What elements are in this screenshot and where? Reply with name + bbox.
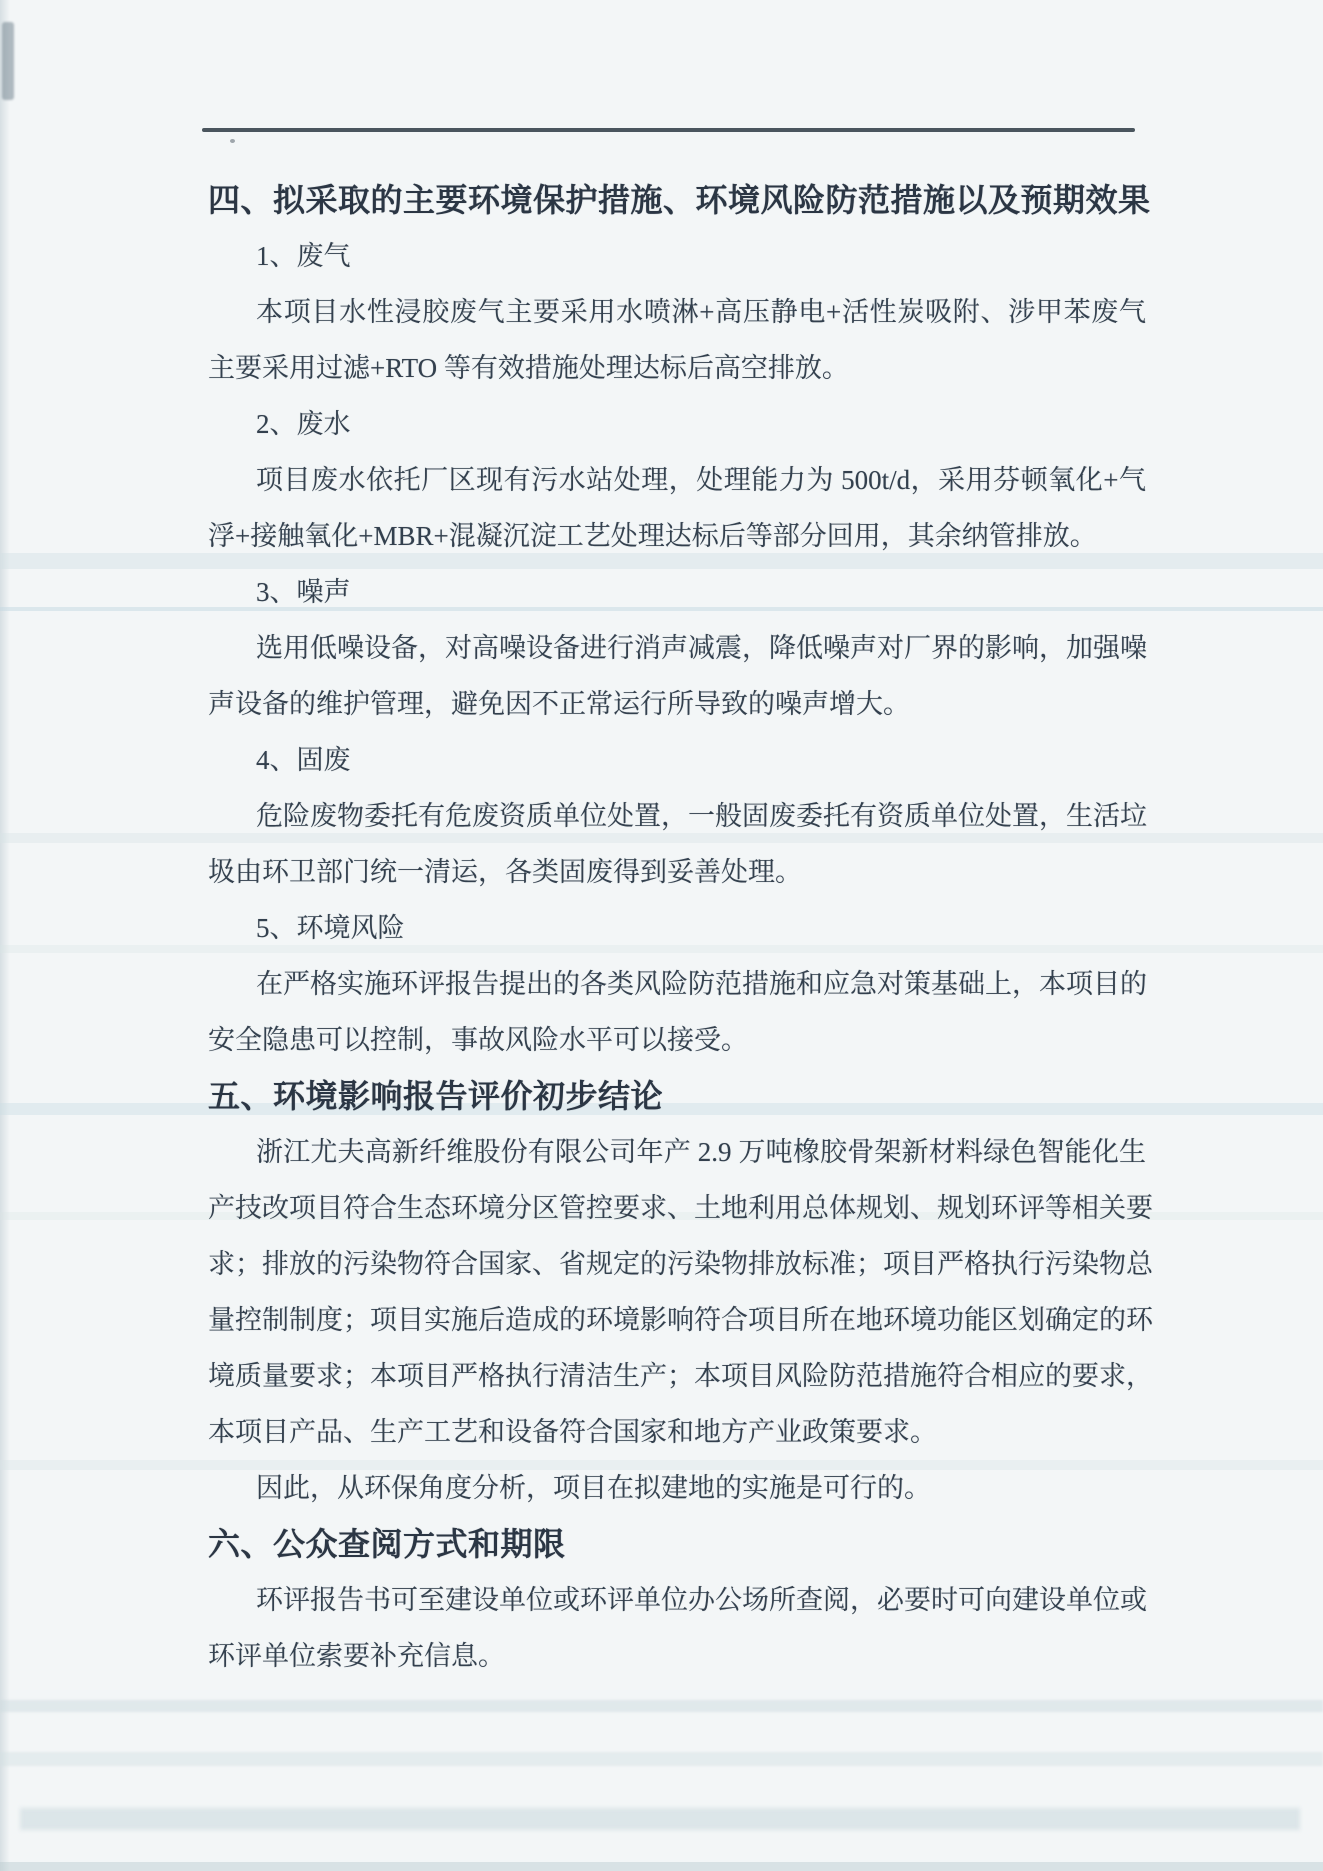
text-line: 本项目产品、生产工艺和设备符合国家和地方产业政策要求。: [208, 1417, 937, 1447]
scan-speck: [230, 139, 235, 143]
document-content: [208, 172, 1153, 1684]
scan-artifact: [0, 1700, 1323, 1712]
sub-item-heading: 5、环境风险: [256, 913, 405, 943]
text-line: 主要采用过滤+RTO 等有效措施处理达标后高空排放。: [208, 353, 849, 383]
header-rule: [202, 128, 1135, 132]
text-line: 安全隐患可以控制，事故风险水平可以接受。: [208, 1025, 748, 1055]
sub-item-heading: 2、废水: [256, 409, 351, 439]
text-line: 量控制制度；项目实施后造成的环境影响符合项目所在地环境功能区划确定的环: [208, 1305, 1153, 1335]
section-heading: 五、环境影响报告评价初步结论: [208, 1078, 664, 1114]
text-line: 在严格实施环评报告提出的各类风险防范措施和应急对策基础上，本项目的: [256, 969, 1147, 999]
sub-item-heading: 3、噪声: [256, 577, 351, 607]
section-heading: 四、拟采取的主要环境保护措施、环境风险防范措施以及预期效果: [208, 182, 1151, 218]
text-line: 本项目水性浸胶废气主要采用水喷淋+高压静电+活性炭吸附、涉甲苯废气: [256, 297, 1146, 327]
scan-artifact: [0, 1862, 1323, 1871]
scan-artifact: [2, 22, 14, 100]
text-line: 境质量要求；本项目严格执行清洁生产；本项目风险防范措施符合相应的要求，: [208, 1361, 1153, 1391]
text-line: 选用低噪设备，对高噪设备进行消声减震，降低噪声对厂界的影响，加强噪: [256, 633, 1147, 663]
text-line: 求；排放的污染物符合国家、省规定的污染物排放标准；项目严格执行污染物总: [208, 1249, 1153, 1279]
sub-item-heading: 1、废气: [256, 241, 351, 271]
scan-artifact: [0, 0, 10, 1871]
text-line: 圾由环卫部门统一清运，各类固废得到妥善处理。: [208, 857, 802, 887]
section-heading: 六、公众查阅方式和期限: [208, 1526, 566, 1562]
text-line: 项目废水依托厂区现有污水站处理，处理能力为 500t/d，采用芬顿氧化+气: [256, 465, 1146, 495]
sub-item-heading: 4、固废: [256, 745, 351, 775]
text-line: 环评报告书可至建设单位或环评单位办公场所查阅，必要时可向建设单位或: [256, 1585, 1147, 1615]
text-line: 危险废物委托有危废资质单位处置，一般固废委托有资质单位处置，生活垃: [256, 801, 1147, 831]
text-line: 浮+接触氧化+MBR+混凝沉淀工艺处理达标后等部分回用，其余纳管排放。: [208, 521, 1097, 551]
text-line: 声设备的维护管理，避免因不正常运行所导致的噪声增大。: [208, 689, 910, 719]
text-line: 因此，从环保角度分析，项目在拟建地的实施是可行的。: [256, 1473, 931, 1503]
text-line: 环评单位索要补充信息。: [208, 1641, 505, 1671]
text-line: 浙江尤夫高新纤维股份有限公司年产 2.9 万吨橡胶骨架新材料绿色智能化生: [256, 1137, 1146, 1167]
scan-artifact: [0, 1752, 1323, 1766]
text-line: 产技改项目符合生态环境分区管控要求、土地利用总体规划、规划环评等相关要: [208, 1193, 1153, 1223]
scan-artifact: [20, 1808, 1300, 1830]
